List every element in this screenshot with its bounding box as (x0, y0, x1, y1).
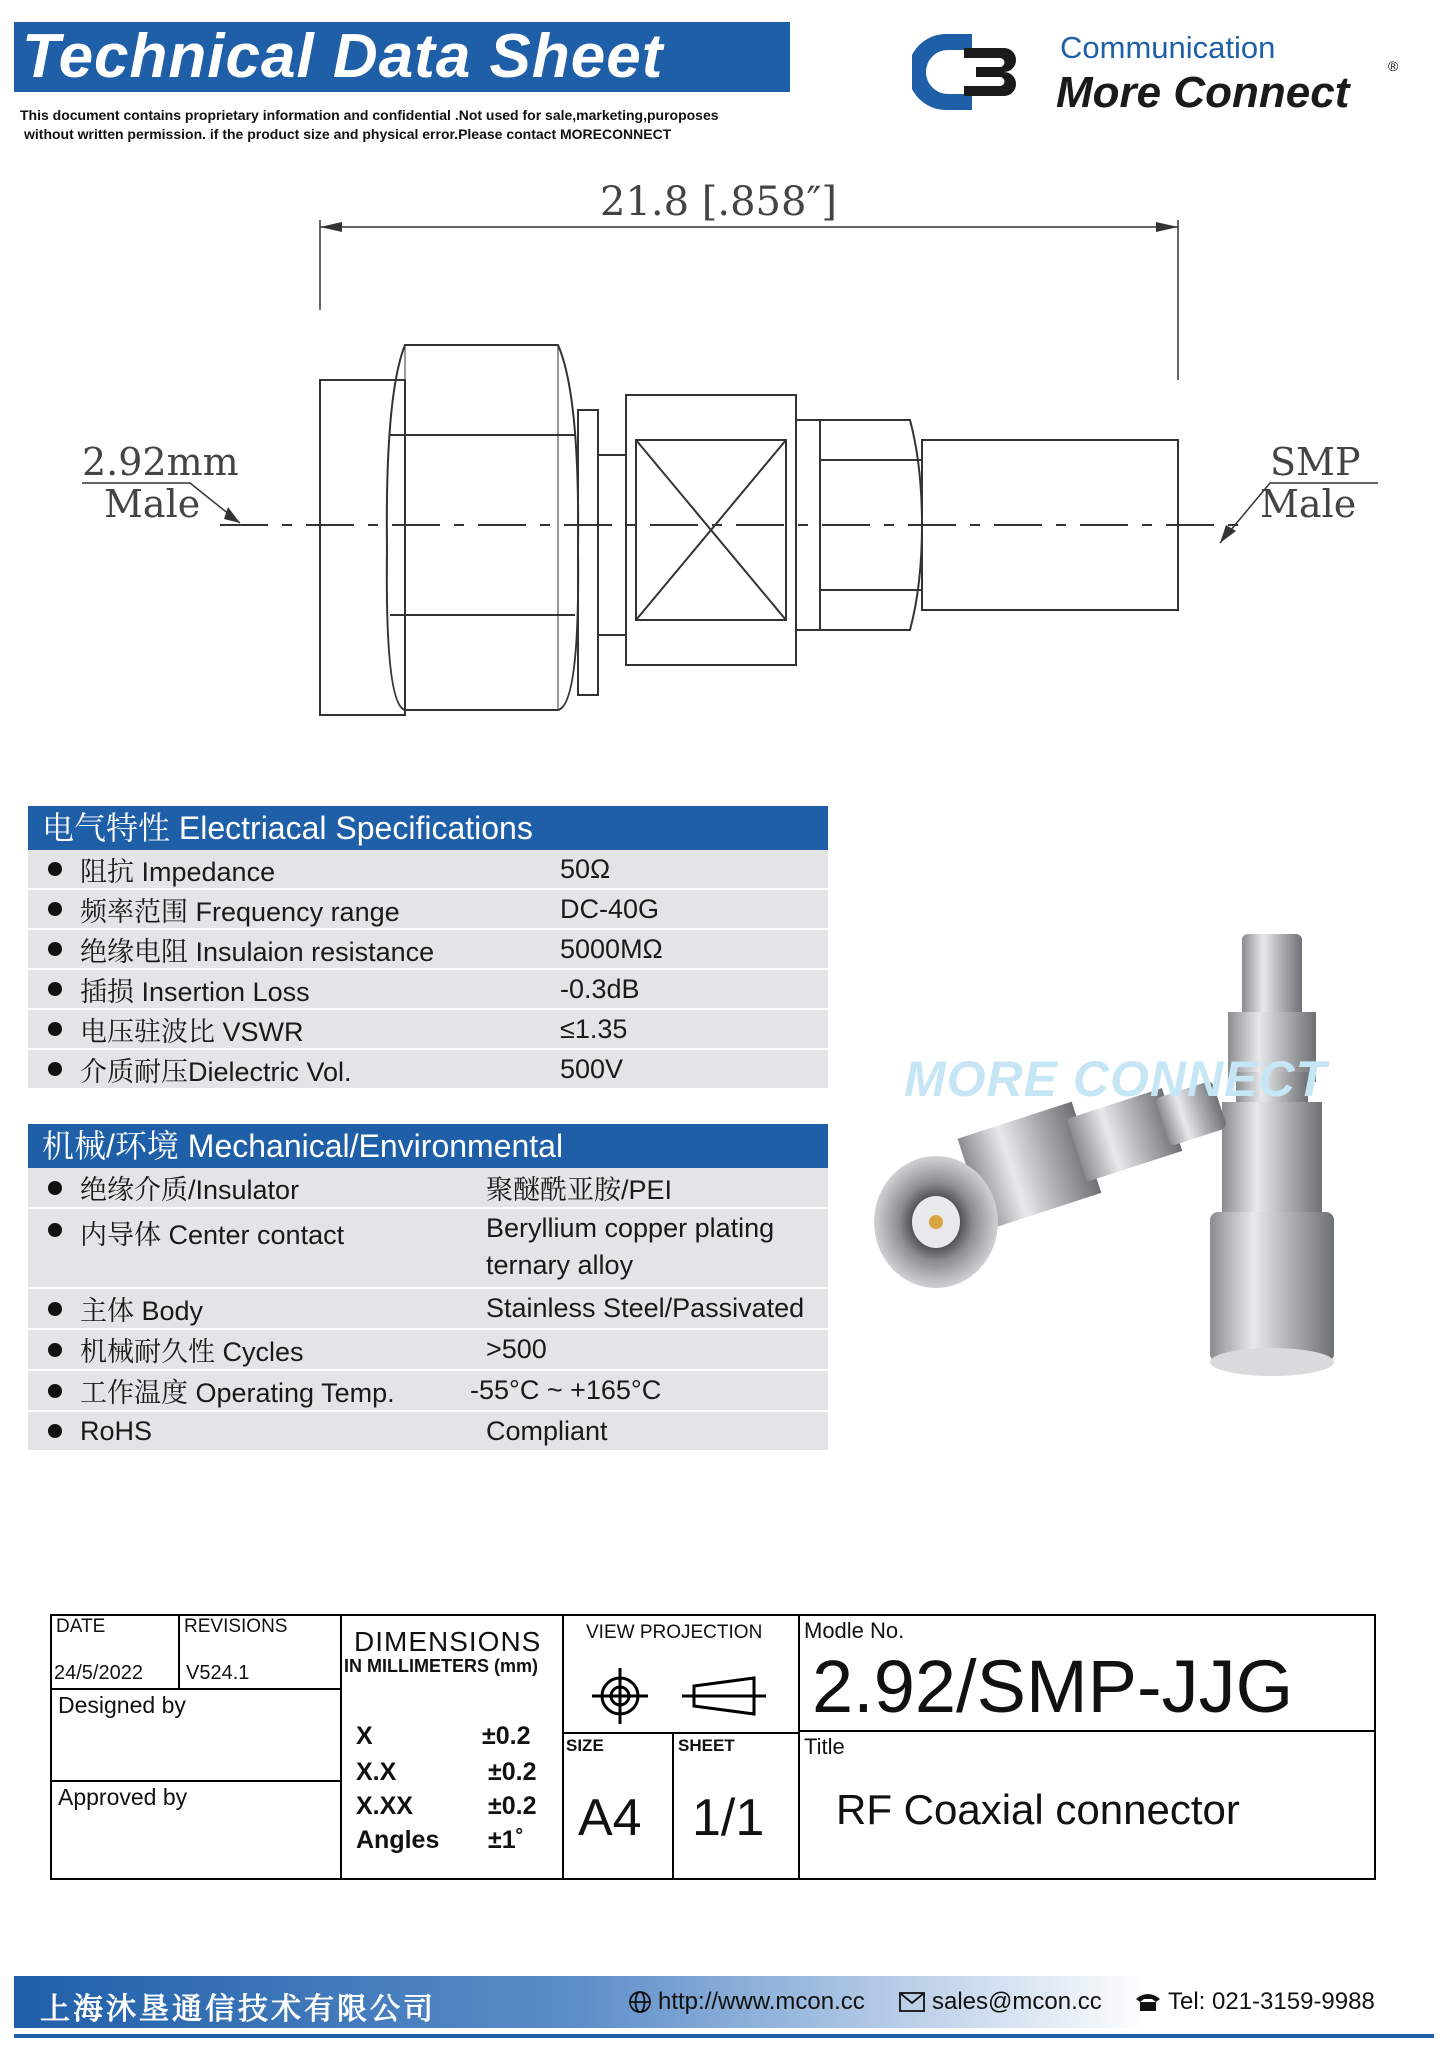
tolerance-key-angles: Angles (356, 1826, 440, 1854)
left-interface-label: 2.92mm (82, 440, 239, 484)
designed-by-label: Designed by (58, 1692, 186, 1718)
spec-label: 绝缘介质/Insulator (80, 1175, 300, 1205)
company-logo-icon (912, 30, 1032, 114)
bullet-icon (48, 982, 62, 996)
notice-line-2: without written permission. if the product size and physical error.Please contact MORECONNECT (24, 126, 672, 142)
revisions-value: V524.1 (186, 1662, 250, 1684)
approved-by-label: Approved by (58, 1784, 188, 1810)
spec-value-line-1: Beryllium copper plating (486, 1213, 775, 1243)
electrical-specifications-table (28, 806, 828, 1090)
tolerance-value-x: ±0.2 (482, 1722, 531, 1750)
third-angle-projection-icon (582, 1666, 782, 1726)
size-label: SIZE (566, 1736, 604, 1755)
spec-label: 频率范围 Frequency range (80, 896, 400, 927)
spec-label: 内导体 Center contact (80, 1220, 345, 1250)
spec-row-impedance (28, 850, 828, 890)
spec-row-frequency (28, 890, 828, 930)
spec-value: 5000MΩ (560, 933, 663, 964)
bullet-icon (48, 1062, 62, 1076)
date-label: DATE (56, 1616, 106, 1637)
spec-label: 阻抗 Impedance (80, 856, 276, 887)
document-title: Technical Data Sheet (14, 22, 790, 92)
spec-row-cycles (28, 1330, 828, 1371)
model-number: 2.92/SMP-JJG (812, 1645, 1294, 1728)
bullet-icon (48, 902, 62, 916)
spec-row-insertion-loss (28, 970, 828, 1010)
revisions-label: REVISIONS (184, 1616, 288, 1637)
telephone-text: Tel: 021-3159-9988 (1168, 1988, 1375, 2015)
tolerance-value-angles: ±1˚ (488, 1826, 524, 1854)
bullet-icon (48, 1223, 62, 1237)
globe-icon (628, 1990, 652, 2014)
tolerance-key-xx: X.X (356, 1758, 397, 1786)
title-label: Title (804, 1734, 845, 1759)
spec-label: 绝缘电阻 Insulaion resistance (80, 936, 435, 967)
spec-value: Compliant (486, 1415, 608, 1446)
bullet-icon (48, 1181, 62, 1195)
bullet-icon (48, 1343, 62, 1357)
spec-label: 插损 Insertion Loss (80, 976, 310, 1007)
spec-value: -0.3dB (560, 973, 640, 1004)
spec-label: 工作温度 Operating Temp. (80, 1378, 395, 1408)
mechanical-specifications-table (28, 1124, 828, 1452)
website-link[interactable] (628, 1988, 865, 2016)
bullet-icon (48, 1384, 62, 1398)
logo-text-more-connect: More Connect (1056, 68, 1350, 117)
bullet-icon (48, 942, 62, 956)
telephone-contact (1134, 1988, 1375, 2016)
bullet-icon (48, 862, 62, 876)
telephone-icon (1134, 1991, 1162, 2013)
bullet-icon (48, 1022, 62, 1036)
spec-value: -55°C ~ +165°C (470, 1375, 662, 1405)
bullet-icon (48, 1302, 62, 1316)
spec-row-insulation-resistance (28, 930, 828, 970)
spec-value: ≤1.35 (560, 1013, 628, 1044)
mechanical-heading: 机械/环境 Mechanical/Environmental (28, 1124, 828, 1168)
photo-watermark: MORE CONNECT (904, 1051, 1328, 1107)
spec-row-center-contact (28, 1209, 828, 1289)
bullet-icon (48, 1424, 62, 1438)
tolerance-key-xxx: X.XX (356, 1792, 413, 1820)
spec-value: Stainless Steel/Passivated (486, 1293, 805, 1323)
left-gender-label: Male (104, 482, 201, 526)
confidentiality-notice (20, 106, 820, 144)
sheet-value: 1/1 (692, 1789, 765, 1847)
email-text: sales@mcon.cc (932, 1988, 1102, 2015)
envelope-icon (898, 1991, 926, 2013)
tolerance-value-xx: ±0.2 (488, 1758, 537, 1786)
right-gender-label: Male (1260, 482, 1357, 526)
spec-row-vswr (28, 1010, 828, 1050)
notice-line-1: This document contains proprietary information and confidential .Not used for sale,marketing,puroposes (20, 107, 719, 123)
spec-label: 主体 Body (80, 1296, 204, 1326)
dimensions-label: DIMENSIONS (354, 1626, 542, 1657)
dimensions-unit: IN MILLIMETERS (mm) (344, 1656, 538, 1676)
spec-label: RoHS (80, 1415, 153, 1446)
spec-value: 500V (560, 1053, 624, 1084)
spec-row-insulator (28, 1168, 828, 1209)
tolerance-key-x: X (356, 1722, 373, 1750)
view-projection-label: VIEW PROJECTION (586, 1622, 763, 1643)
title-block (50, 1614, 1376, 1880)
size-value: A4 (578, 1789, 642, 1847)
model-label: Modle No. (804, 1618, 905, 1643)
website-text: http://www.mcon.cc (658, 1988, 865, 2015)
spec-value: >500 (486, 1334, 547, 1364)
right-interface-label: SMP (1270, 440, 1361, 484)
overall-length-label: 21.8 [.858″] (600, 179, 837, 225)
company-name: 上海沐垦通信技术有限公司 (40, 1993, 436, 2026)
spec-value: 聚醚酰亚胺/PEI (486, 1175, 673, 1205)
spec-value: 50Ω (560, 853, 611, 884)
logo-text-communication: Communication (1060, 30, 1276, 65)
spec-row-body (28, 1289, 828, 1330)
date-value: 24/5/2022 (54, 1662, 143, 1684)
spec-value (486, 1213, 828, 1281)
product-title: RF Coaxial connector (836, 1786, 1240, 1833)
bottom-border (14, 2034, 1434, 2038)
spec-row-operating-temp (28, 1371, 828, 1412)
spec-label: 介质耐压Dielectric Vol. (80, 1056, 352, 1087)
registered-mark: ® (1388, 58, 1399, 74)
spec-label: 机械耐久性 Cycles (80, 1337, 304, 1367)
sheet-label: SHEET (678, 1736, 735, 1755)
spec-value-line-2: ternary alloy (486, 1250, 634, 1280)
spec-value: DC-40G (560, 893, 660, 924)
connector-drawing (80, 165, 1380, 725)
spec-row-rohs (28, 1412, 828, 1452)
spec-row-dielectric-voltage (28, 1050, 828, 1090)
spec-label: 电压驻波比 VSWR (80, 1016, 304, 1047)
tolerance-value-xxx: ±0.2 (488, 1792, 537, 1820)
electrical-heading: 电气特性 Electriacal Specifications (28, 806, 828, 850)
email-link[interactable] (898, 1988, 1102, 2016)
